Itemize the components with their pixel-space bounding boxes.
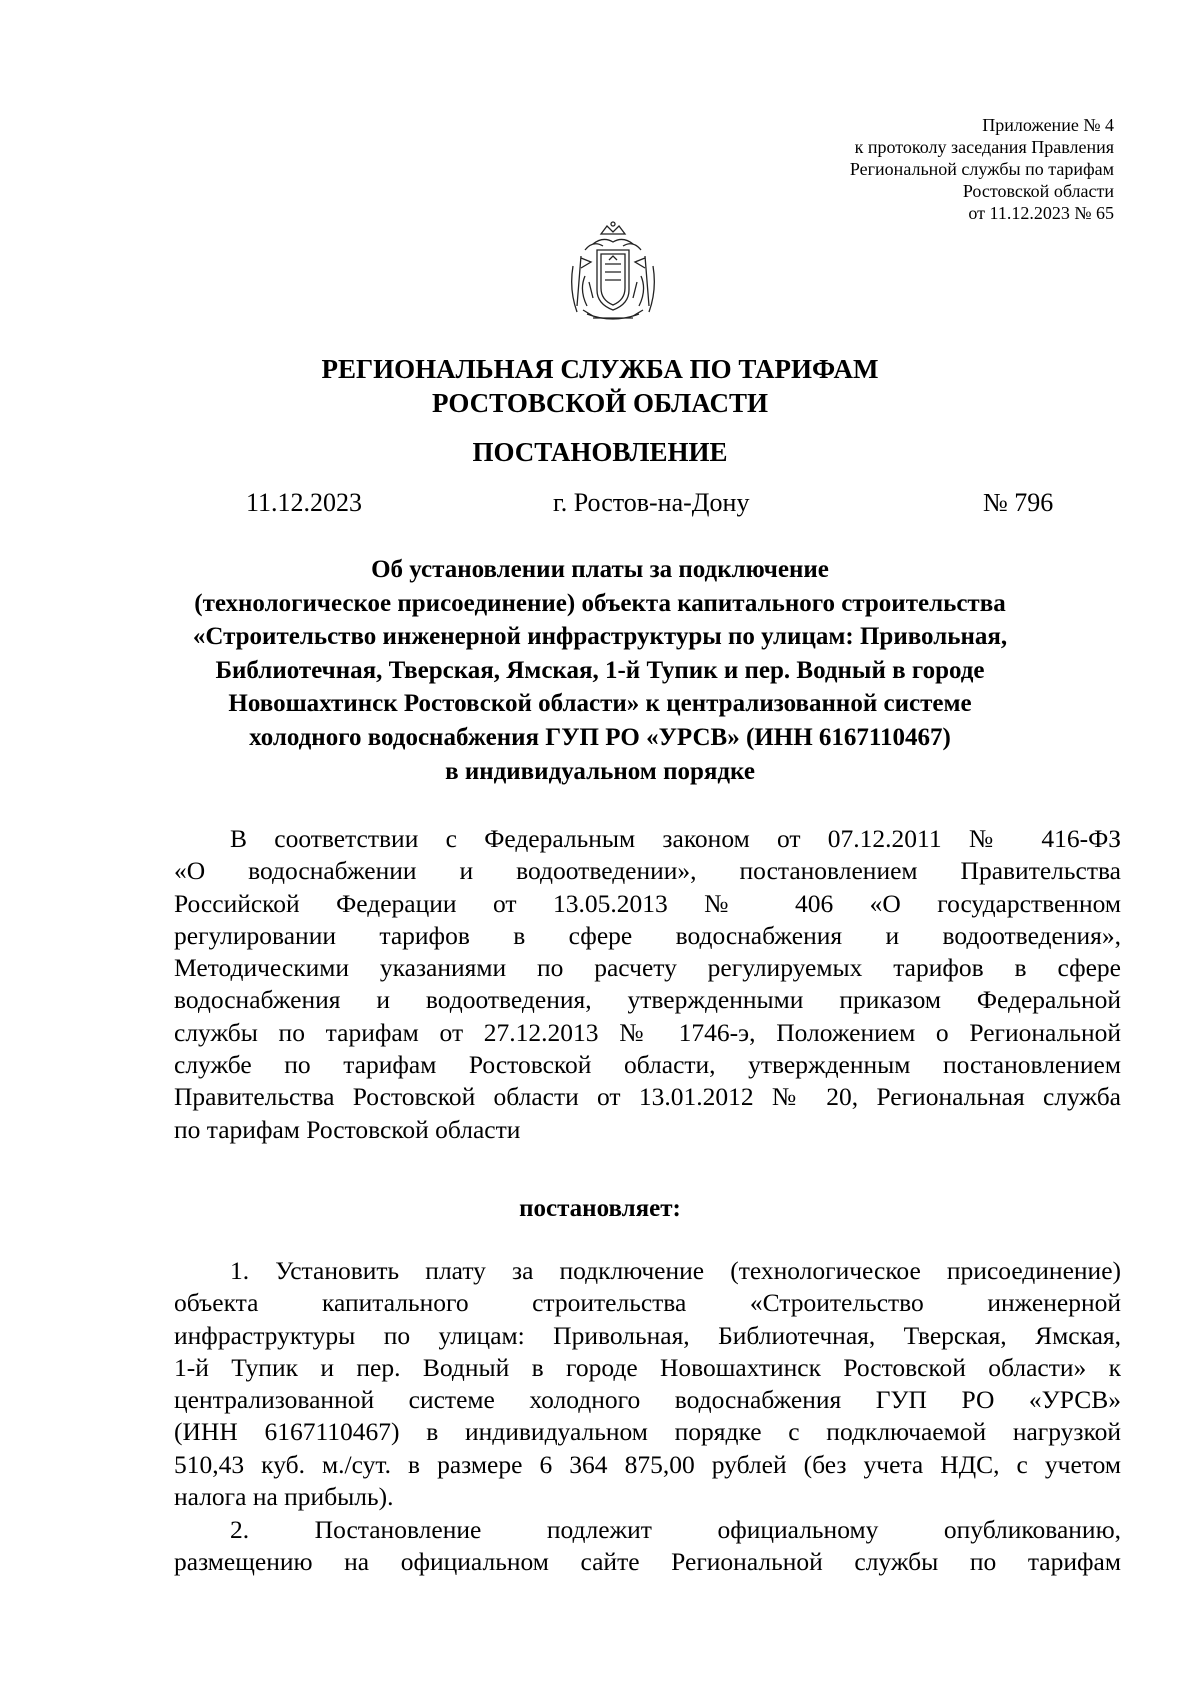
title-line: «Строительство инженерной инфраструктуры по улицам: Привольная, [192,623,1008,651]
paragraph-line: инфраструктуры по улицам: Привольная, Библиотечная, Тверская, Ямская, [174,1320,1121,1350]
paragraph-line: Методическими указаниями по расчету регулируемых тарифов в сфере [174,953,1121,983]
appendix-line: Приложение № 4 [982,115,1114,135]
document-number: № 796 [983,488,1054,517]
paragraph-line: 510,43 куб. м./сут. в размере 6 364 875,00 рублей (без учета НДС, с учетом [174,1449,1121,1479]
title-line: Новошахтинск Ростовской области» к централизованной системе [228,690,972,718]
document-title [150,553,1050,788]
paragraph-line: 2. Постановление подлежит официальному опубликованию, [230,1515,1121,1544]
paragraph-line: 1-й Тупик и пер. Водный в городе Новошахтинск Ростовской области» к [174,1352,1121,1382]
appendix-line: Ростовской области [962,181,1114,201]
document-meta [0,488,1200,522]
paragraph-line: Правительства Ростовской области от 13.01.2012 № 20, Региональная служба [174,1082,1121,1112]
preamble-paragraph [174,823,1121,1146]
decree-word: постановляет: [519,1195,681,1222]
document-city: г. Ростов-на-Дону [553,488,750,517]
paragraph-line: «О водоснабжении и водоотведении», постановлением Правительства [174,856,1121,886]
appendix-line: к протоколу заседания Правления [854,137,1114,157]
paragraph-line: службе по тарифам Ростовской области, утвержденным постановлением [174,1050,1121,1080]
title-line: холодного водоснабжения ГУП РО «УРСВ» (ИНН 6167110467) [249,723,951,751]
paragraph-line: объекта капитального строительства «Строительство инженерной [174,1288,1121,1318]
agency-name-line: РОСТОВСКОЙ ОБЛАСТИ [432,388,768,418]
agency-name [0,352,1200,420]
document-date: 11.12.2023 [246,488,363,517]
appendix-note [654,114,1114,224]
paragraph-line: 1. Установить плату за подключение (технологическое присоединение) [230,1256,1121,1285]
appendix-line: Региональной службы по тарифам [849,159,1114,179]
paragraph-line: по тарифам Ростовской области [174,1114,521,1144]
paragraph-line: службы по тарифам от 27.12.2013 № 1746-э, Положением о Региональной [174,1017,1121,1047]
paragraph-line: Российской Федерации от 13.05.2013 № 406 «О государственном [174,888,1121,918]
paragraph-line: водоснабжения и водоотведения, утвержденными приказом Федеральной [174,985,1121,1015]
agency-name-line: РЕГИОНАЛЬНАЯ СЛУЖБА ПО ТАРИФАМ [321,354,879,384]
paragraph-line: централизованной системе холодного водоснабжения ГУП РО «УРСВ» [174,1385,1121,1415]
item-1-paragraph [174,1255,1121,1513]
paragraph-line: налога на прибыль). [174,1482,394,1512]
paragraph-line: регулировании тарифов в сфере водоснабжения и водоотведения», [174,920,1121,950]
paragraph-line: (ИНН 6167110467) в индивидуальном порядке с подключаемой нагрузкой [174,1417,1121,1447]
coat-of-arms-icon [563,220,663,328]
paragraph-line: размещению на официальном сайте Региональной службы по тарифам [174,1547,1121,1577]
title-line: Об установлении платы за подключение [371,556,829,583]
title-line: Библиотечная, Тверская, Ямская, 1-й Тупик и пер. Водный в городе [215,656,985,684]
title-line: (технологическое присоединение) объекта капитального строительства [194,589,1006,617]
appendix-line: от 11.12.2023 № 65 [968,203,1114,223]
paragraph-line: В соответствии с Федеральным законом от 07.12.2011 № 416-ФЗ [230,824,1121,853]
item-2-paragraph [174,1514,1121,1579]
document-type: ПОСТАНОВЛЕНИЕ [472,437,728,467]
title-line: в индивидуальном порядке [445,757,755,785]
